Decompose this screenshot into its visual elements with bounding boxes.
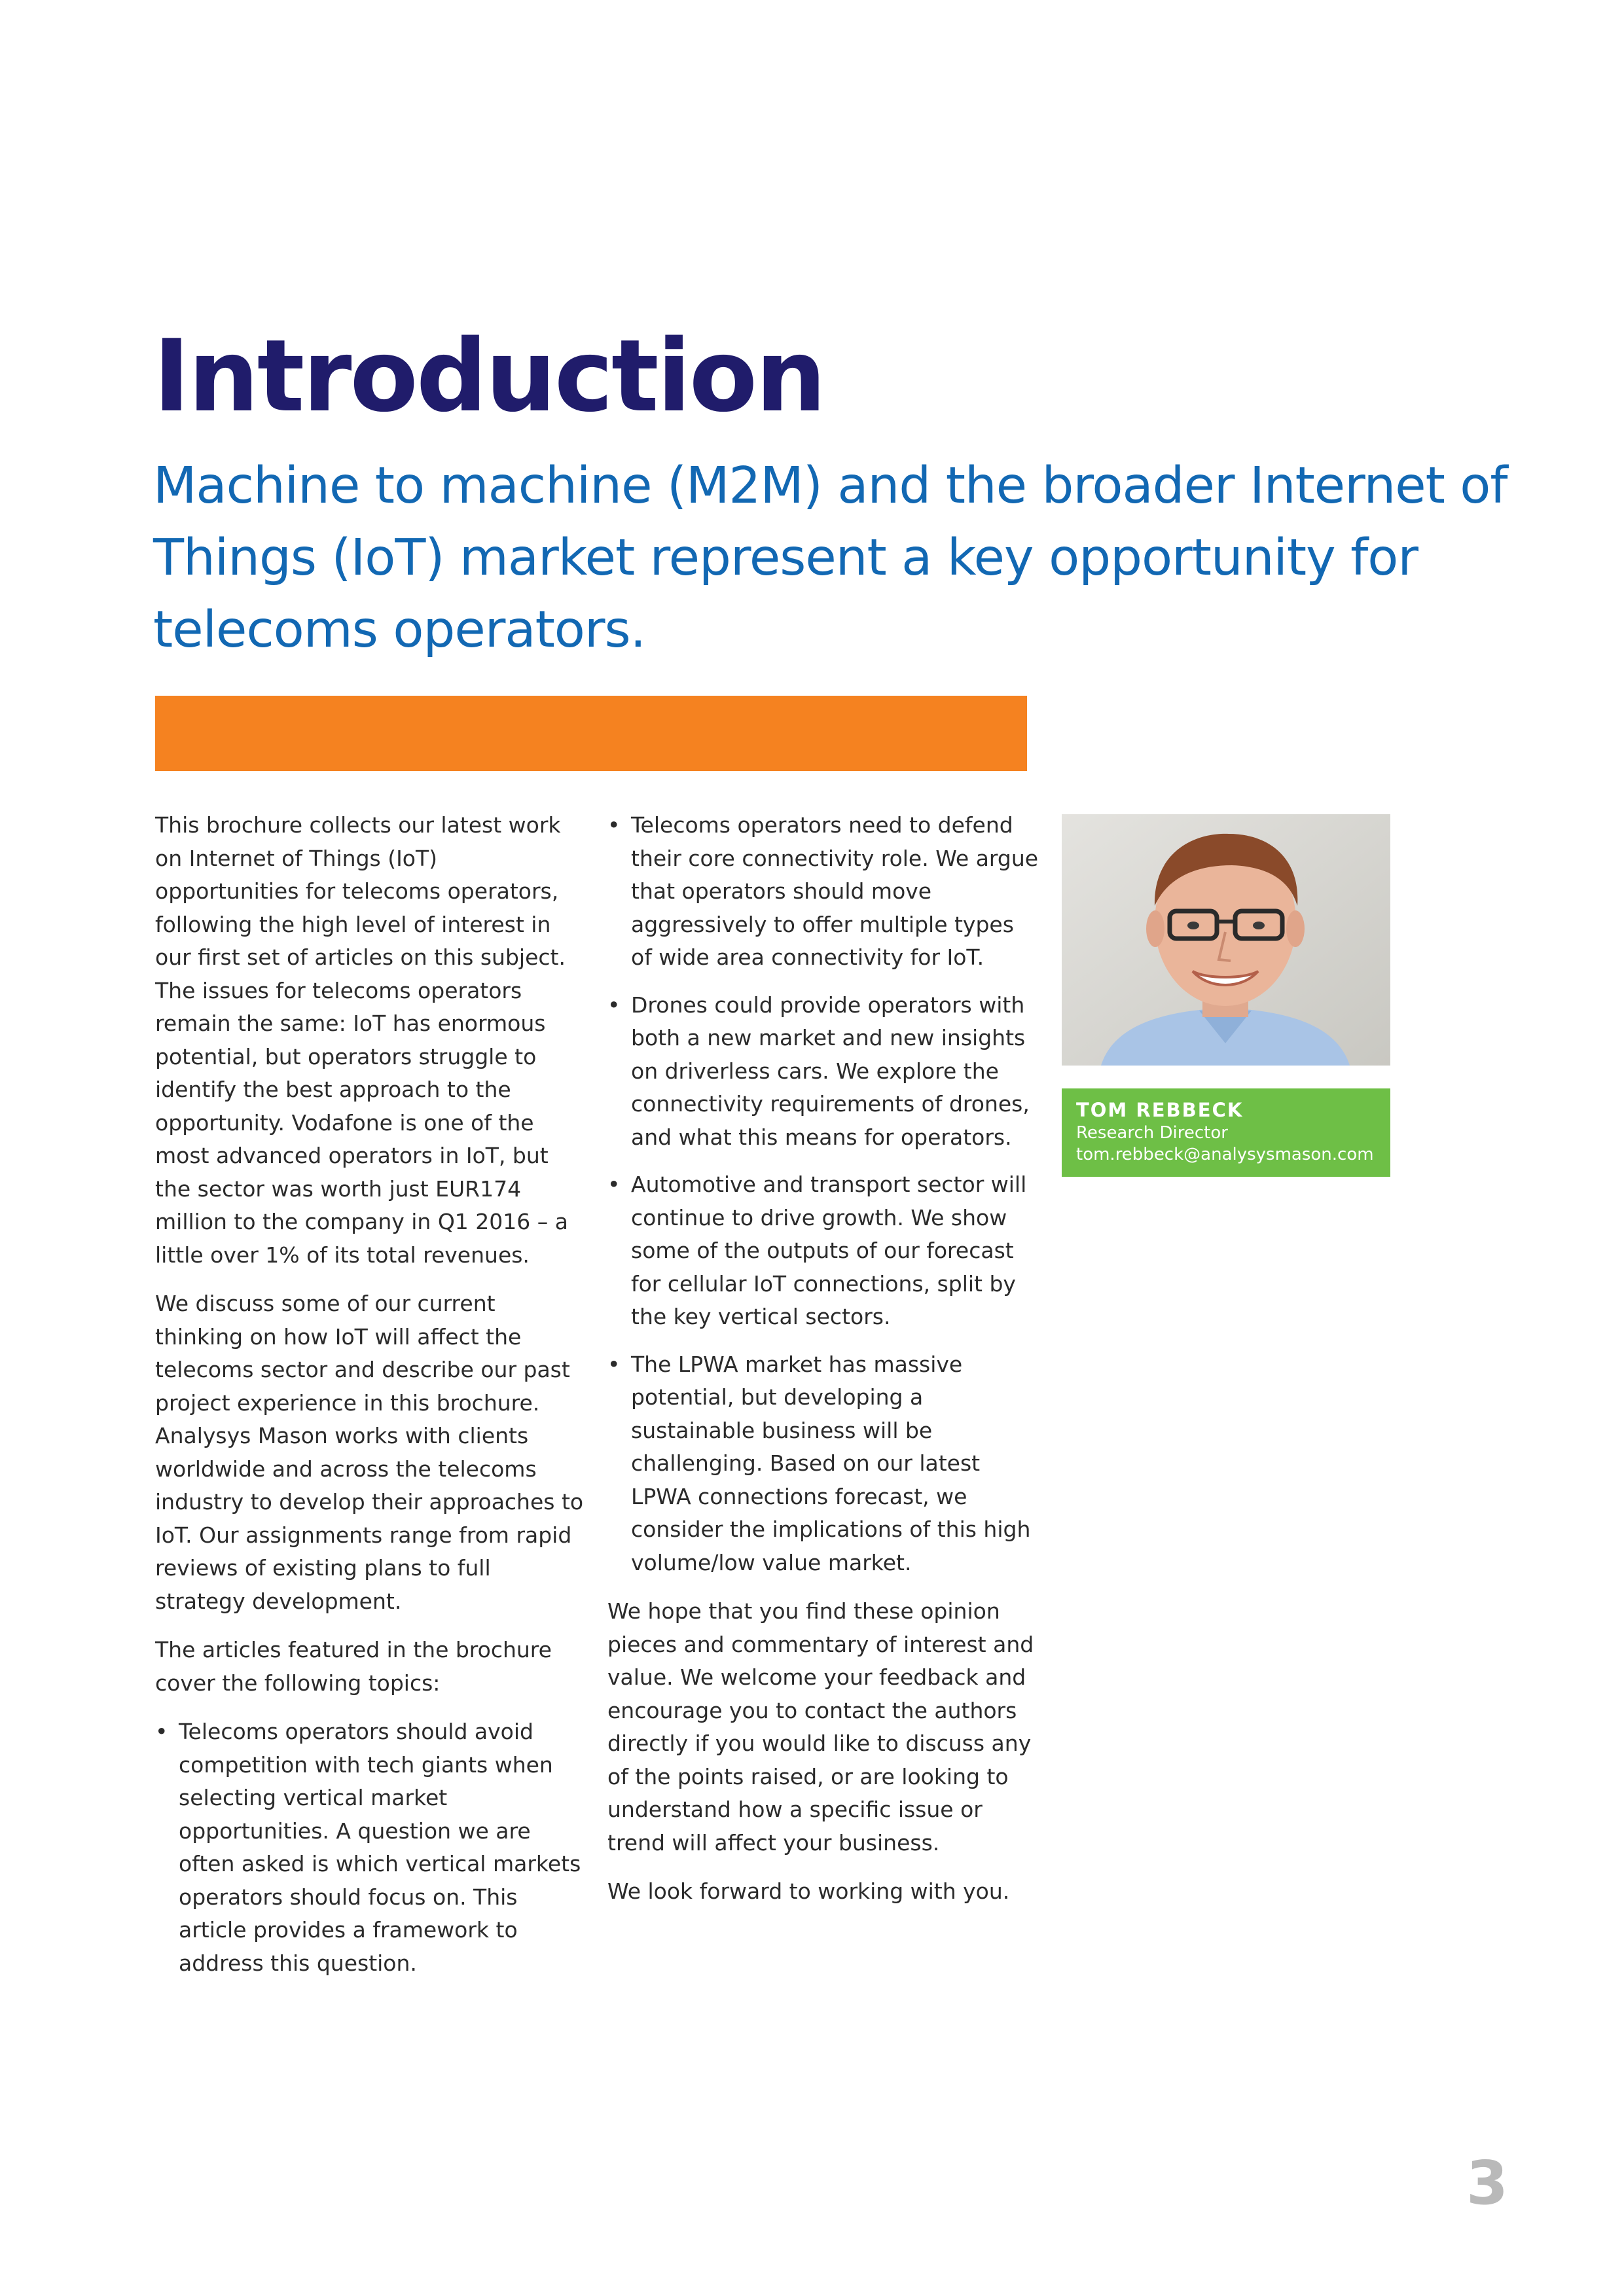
topics-list-left [155,1715,587,1980]
page-number: 3 [1466,2148,1509,2218]
list-item-text: Telecoms operators need to defend their core connectivity role. We argue that operators should move aggressively to offer multiple types of wide area connectivity for IoT. [631,812,1039,970]
bullet-icon: • [607,812,621,838]
author-email[interactable]: tom.rebbeck@analysysmason.com [1076,1145,1374,1164]
closing-paragraph: We hope that you find these opinion pieces and commentary of interest and value. We welcome your feedback and encourage you to contact the authors directly if you would like to discuss any of the points raised, or are looking to understand how a specific issue or trend will affect your business. [607,1598,1034,1856]
list-item [155,1715,587,1980]
author-photo [1062,814,1390,1066]
list-item-text: Telecoms operators should avoid competition with tech giants when selecting vertical market opportunities. A question we are often asked is which vertical markets operators should focus on. This article provides a framework to address this question. [179,1719,581,1976]
page-title: Introduction [153,318,825,434]
bullet-icon: • [607,992,621,1018]
body-column-left [155,809,587,1996]
author-caption [1062,1088,1390,1177]
topics-list-right [607,809,1039,1579]
author-name: TOM REBBECK [1076,1099,1244,1121]
intro-paragraph: This brochure collects our latest work on Internet of Things (IoT) opportunities for telecoms operators, following the high level of interest in our first set of articles on this subject. The issues for telecoms operators remain the same: IoT has enormous potential, but operators struggle to identify the best approach to the opportunity. Vodafone is one of the most advanced operators in IoT, but the sector was worth just EUR174 million to the company in Q1 2016 – a little over 1% of its total revenues. [155,812,568,1268]
author-role: Research Director [1076,1123,1228,1143]
list-item [607,1348,1039,1580]
body-column-right [607,809,1039,1924]
bullet-icon: • [607,1351,621,1377]
discussion-paragraph: We discuss some of our current thinking on how IoT will affect the telecoms sector and describe our past project experience in this brochure. Analysys Mason works with clients worldwide and across the telecoms industry to develop their approaches to IoT. Our assignments range from rapid reviews of existing plans to full strategy development. [155,1291,584,1614]
list-item [607,1168,1039,1334]
page-subtitle: Machine to machine (M2M) and the broader Internet of Things (IoT) market represent a key opportunity for telecoms operators. [153,457,1507,659]
list-item [607,809,1039,975]
orange-accent-bar [155,696,1027,771]
list-item-text: The LPWA market has massive potential, but developing a sustainable business will be challenging. Based on our latest LPWA connections forecast, we consider the implications of this high volume/low value market. [631,1351,1031,1575]
list-item [607,989,1039,1155]
bullet-icon: • [607,1172,621,1197]
topics-intro-paragraph: The articles featured in the brochure cover the following topics: [155,1637,552,1696]
bullet-icon: • [155,1719,168,1744]
sign-off-paragraph: We look forward to working with you. [607,1878,1010,1904]
list-item-text: Drones could provide operators with both a new market and new insights on driverless cars. We explore the connectivity requirements of drones, and what this means for operators. [631,992,1030,1150]
list-item-text: Automotive and transport sector will continue to drive growth. We show some of the outputs of our forecast for cellular IoT connections, split by the key vertical sectors. [631,1172,1027,1329]
